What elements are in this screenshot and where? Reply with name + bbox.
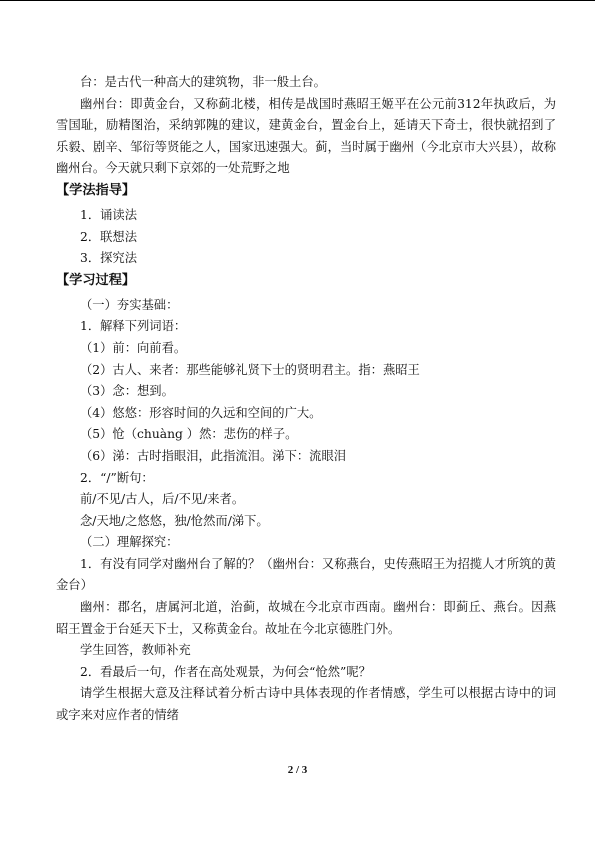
method-item: 3．探究法 <box>80 251 138 266</box>
process-line: （6）涕：古时指眼泪，此指流泪。涕下：流眼泪 <box>80 448 347 463</box>
process-line: 请学生根据大意及注释试着分析古诗中具体表现的作者情感，学生可以根据古诗中的词或字来对应作者的情绪 <box>56 686 556 723</box>
process-line: 2．看最后一句，作者在高处观景，为何会“怆然”呢？ <box>80 664 371 679</box>
process-line: （2）古人、来者：那些能够礼贤下士的贤明君主。指：燕昭王 <box>80 362 420 377</box>
intro-paragraph-2: 幽州台：即黄金台，又称蓟北楼，相传是战国时燕昭王姬平在公元前312年执政后，为雪国耻，励精图治，采纳郭隗的建议，建黄金台，置金台上，延请天下奇士，很快就招到了乐毅、剧辛、邹衍等贤能之人，国家迅速强大。蓟，当时属于幽州（今北京市大兴县），故称幽州台。今天就只剩下京郊的一处荒野之地 <box>56 96 556 176</box>
method-heading: 【学法指导】 <box>56 182 136 198</box>
process-line: 1．解释下列词语： <box>80 319 187 334</box>
process-line: 2．“/”断句： <box>80 470 154 485</box>
method-list <box>56 202 556 270</box>
process-line: 前/不见/古人，后/不见/来者。 <box>80 492 245 507</box>
intro-paragraph-1: 台：是古代一种高大的建筑物，非一般土台。 <box>80 75 326 89</box>
process-heading: 【学习过程】 <box>56 272 136 288</box>
process-section <box>56 292 556 727</box>
method-item: 1．诵读法 <box>80 207 138 222</box>
document-body <box>56 72 556 727</box>
page-top-border <box>0 0 595 1</box>
process-line: （5）怆（chuàng ）然：悲伤的样子。 <box>80 427 298 442</box>
process-line: （4）悠悠：形容时间的久远和空间的广大。 <box>80 405 322 420</box>
process-line: 幽州：郡名，唐属河北道，治蓟，故城在今北京市西南。幽州台：即蓟丘、燕台。因燕昭王置金于台延天下士，又称黄金台。故址在今北京德胜门外。 <box>56 600 556 636</box>
process-line: 念/天地/之悠悠，独/怆然而/涕下。 <box>80 513 269 528</box>
process-line: （二）理解探究： <box>80 535 179 550</box>
process-line: 1．有没有同学对幽州台了解的？（幽州台：又称燕台，史传燕昭王为招揽人才所筑的黄金台） <box>56 556 556 593</box>
process-line: 学生回答，教师补充 <box>80 643 191 658</box>
page-number: 2 / 3 <box>287 764 308 776</box>
method-item: 2．联想法 <box>80 229 138 244</box>
process-line: （3）念：想到。 <box>80 384 174 399</box>
process-line: （一）夯实基础： <box>80 297 179 312</box>
process-line: （1）前：向前看。 <box>80 340 187 355</box>
